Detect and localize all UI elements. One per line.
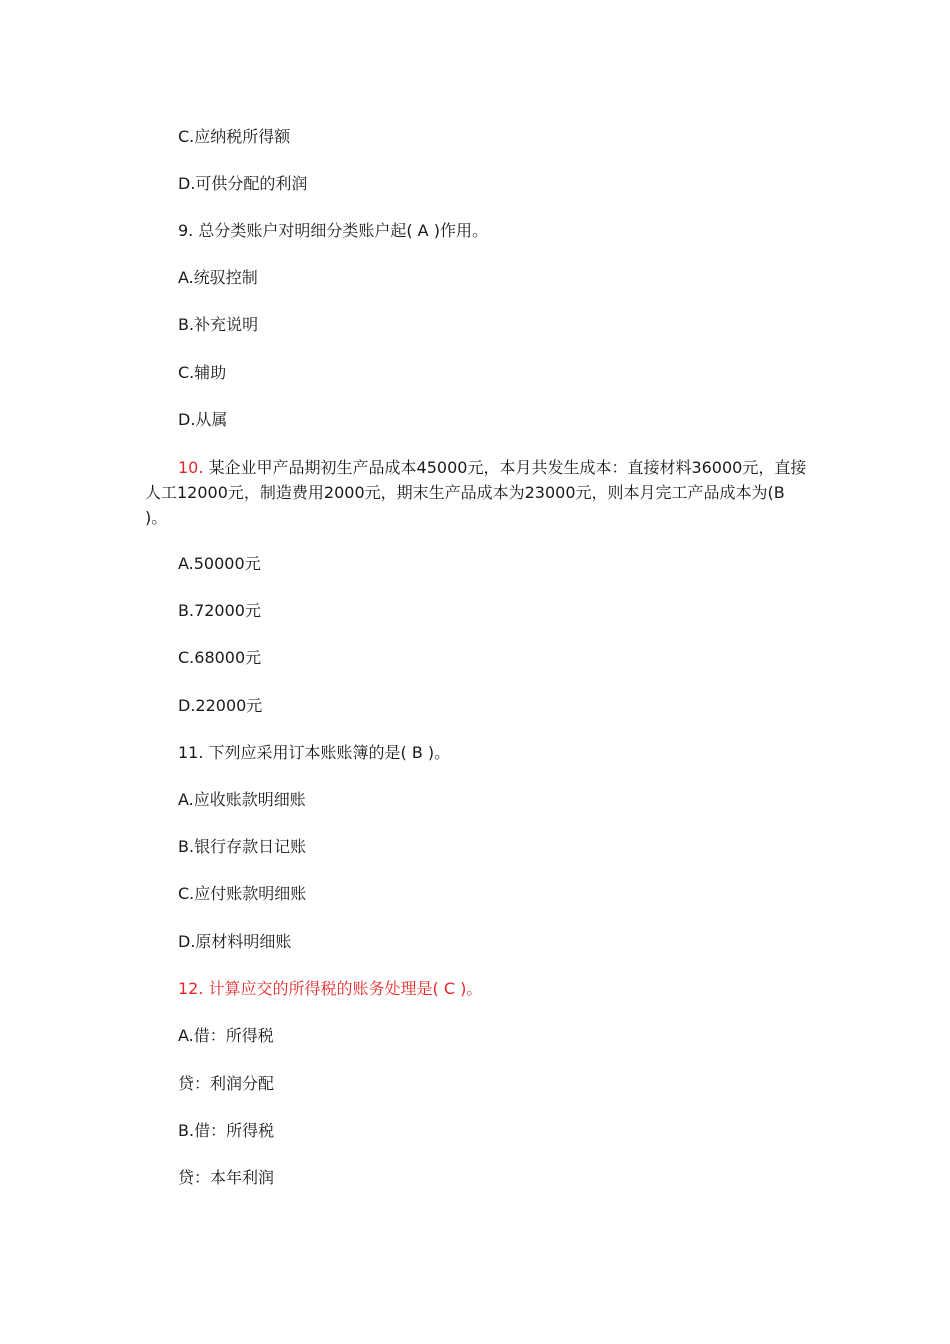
- q10-option-a: A.50000元: [178, 554, 261, 573]
- q9-option-b: B.补充说明: [178, 315, 259, 334]
- q10-stem: [145, 455, 810, 530]
- q10-option-b: B.72000元: [178, 601, 261, 620]
- q12-option-a-debit: A.借：所得税: [178, 1026, 274, 1045]
- q9-stem: 9. 总分类账户对明细分类账户起( A )作用。: [178, 221, 488, 240]
- q11-option-c: C.应付账款明细账: [178, 884, 307, 903]
- q12-option-b-credit: 贷：本年利润: [178, 1168, 275, 1187]
- q10-stem-text: 某企业甲产品期初生产品成本45000元，本月共发生成本：直接材料36000元，直接人工12000元，制造费用2000元，期末生产品成本为23000元，则本月完工产品成本为(B )。: [145, 458, 807, 527]
- q12-stem: 12. 计算应交的所得税的账务处理是( C )。: [178, 979, 483, 998]
- q11-option-a: A.应收账款明细账: [178, 790, 306, 809]
- q12-option-a-credit: 贷：利润分配: [178, 1074, 275, 1093]
- q10-option-d: D.22000元: [178, 696, 263, 715]
- q10-option-c: C.68000元: [178, 648, 262, 667]
- q9-option-c: C.辅助: [178, 363, 227, 382]
- q11-option-d: D.原材料明细账: [178, 932, 292, 951]
- q11-stem: 11. 下列应采用订本账账簿的是( B )。: [178, 743, 451, 762]
- q9-option-d: D.从属: [178, 410, 228, 429]
- q12-option-b-debit: B.借：所得税: [178, 1121, 275, 1140]
- q11-option-b: B.银行存款日记账: [178, 837, 307, 856]
- q10-number: 10.: [178, 458, 204, 477]
- q8-option-d: D.可供分配的利润: [178, 174, 308, 193]
- q8-option-c: C.应纳税所得额: [178, 127, 291, 146]
- q9-option-a: A.统驭控制: [178, 268, 258, 287]
